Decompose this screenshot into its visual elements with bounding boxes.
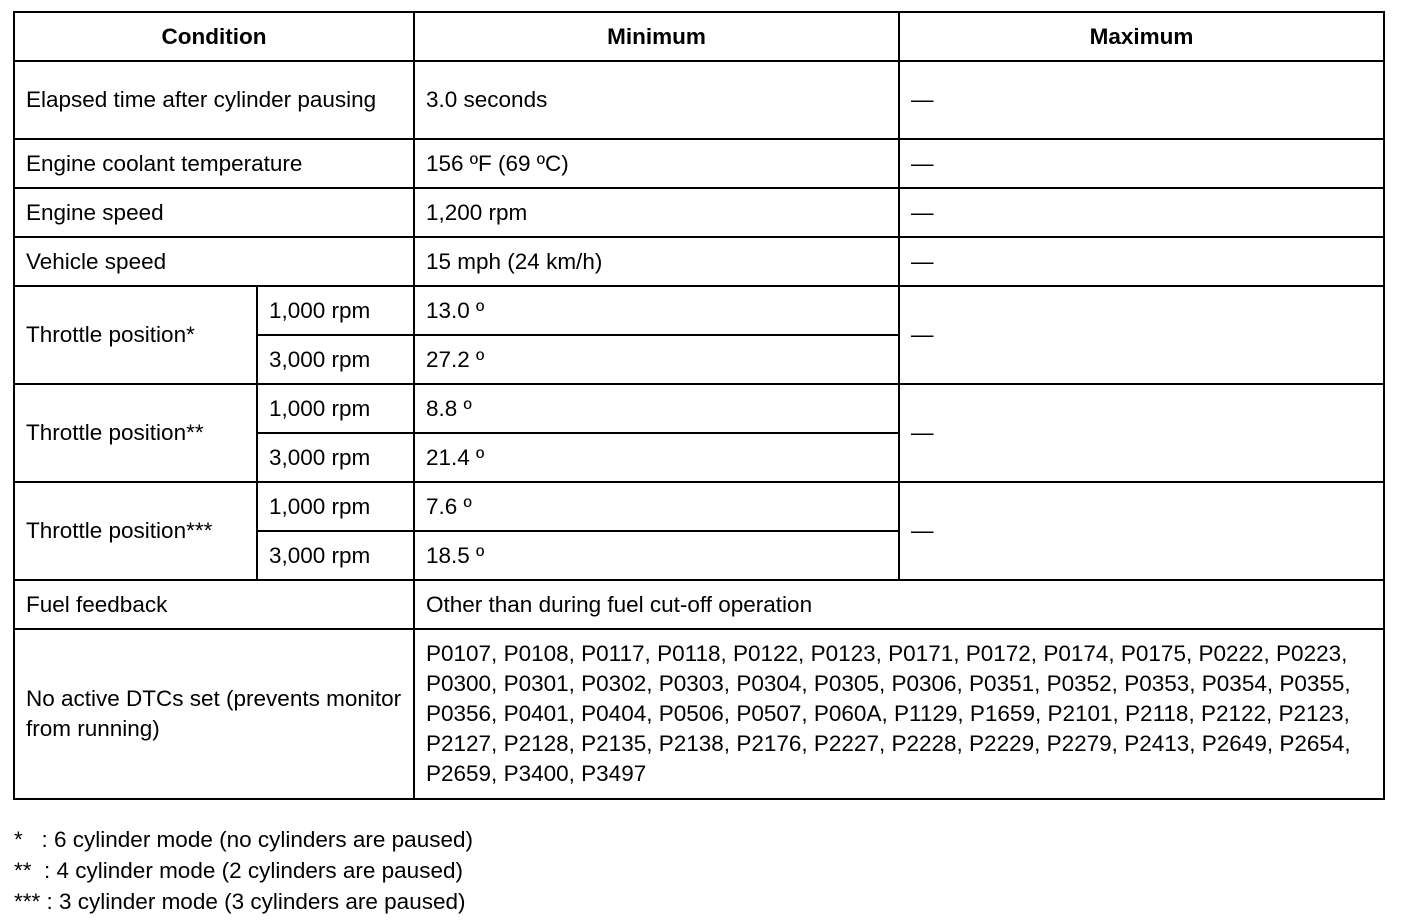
minimum-cell: 21.4 º — [414, 433, 899, 482]
dtc-code-list — [414, 629, 1384, 799]
table-row-engine-speed — [14, 188, 1384, 237]
header-maximum: Maximum — [899, 12, 1384, 61]
table-row-elapsed-time — [14, 61, 1384, 139]
rpm-cell: 1,000 rpm — [257, 482, 414, 531]
minimum-cell: 1,200 rpm — [414, 188, 899, 237]
dtc-code: P0401, — [503, 701, 575, 726]
value-cell: Other than during fuel cut-off operation — [414, 580, 1384, 629]
maximum-cell: — — [899, 61, 1384, 139]
enable-conditions-table — [13, 11, 1385, 800]
condition-cell: No active DTCs set (prevents monitor from running) — [14, 629, 414, 799]
dtc-code: P0304, — [736, 671, 808, 696]
dtc-code: P2176, — [736, 731, 808, 756]
table-row-vehicle-speed — [14, 237, 1384, 286]
dtc-code: P2229, — [969, 731, 1041, 756]
maximum-cell: — — [899, 482, 1384, 580]
dtc-code: P2123, — [1278, 701, 1350, 726]
dtc-code: P0223, — [1276, 641, 1348, 666]
dtc-code: P0300, — [426, 671, 498, 696]
dtc-code: P0172, — [965, 641, 1038, 666]
dtc-code: P2654, — [1279, 731, 1351, 756]
condition-cell: Engine coolant temperature — [14, 139, 414, 188]
dtc-code: P2228, — [891, 731, 963, 756]
dtc-code: P0306, — [891, 671, 963, 696]
minimum-cell: 13.0 º — [414, 286, 899, 335]
dtc-code: P0303, — [658, 671, 731, 696]
maximum-cell: — — [899, 237, 1384, 286]
dtc-code: P2659, — [426, 761, 498, 786]
dtc-code: P2279, — [1046, 731, 1118, 756]
table-row-fuel-feedback — [14, 580, 1384, 629]
rpm-cell: 3,000 rpm — [257, 335, 414, 384]
dtc-code: P2413, — [1124, 731, 1196, 756]
dtc-code: P0506, — [658, 701, 731, 726]
minimum-cell: 156 ºF (69 ºC) — [414, 139, 899, 188]
dtc-code: P0354, — [1201, 671, 1274, 696]
minimum-cell: 3.0 seconds — [414, 61, 899, 139]
footnote-4-cylinder: ** : 4 cylinder mode (2 cylinders are paused) — [14, 858, 463, 883]
header-condition: Condition — [14, 12, 414, 61]
dtc-code: P3400, — [503, 761, 575, 786]
rpm-cell: 1,000 rpm — [257, 384, 414, 433]
dtc-code: P0108, — [503, 641, 575, 666]
header-minimum: Minimum — [414, 12, 899, 61]
dtc-code: P0302, — [581, 671, 653, 696]
condition-cell: Throttle position* — [14, 286, 257, 384]
condition-cell: Throttle position** — [14, 384, 257, 482]
minimum-cell: 8.8 º — [414, 384, 899, 433]
header-row — [14, 12, 1384, 61]
dtc-code: P2135, — [581, 731, 653, 756]
dtc-code: P2227, — [813, 731, 886, 756]
dtc-code: P3497 — [581, 761, 647, 786]
dtc-code: P0117, — [581, 641, 651, 666]
dtc-code: P2138, — [658, 731, 731, 756]
dtc-code: P0301, — [503, 671, 575, 696]
condition-cell: Vehicle speed — [14, 237, 414, 286]
condition-cell: Fuel feedback — [14, 580, 414, 629]
dtc-code: P060A, — [813, 701, 888, 726]
dtc-code: P2122, — [1200, 701, 1273, 726]
table-row-throttle-6cyl-1000 — [14, 286, 1384, 335]
dtc-code: P0355, — [1279, 671, 1351, 696]
table-row-no-active-dtcs — [14, 629, 1384, 799]
rpm-cell: 3,000 rpm — [257, 531, 414, 580]
condition-cell: Elapsed time after cylinder pausing — [14, 61, 414, 139]
rpm-cell: 1,000 rpm — [257, 286, 414, 335]
dtc-code: P0122, — [733, 641, 805, 666]
maximum-cell: — — [899, 188, 1384, 237]
footnotes — [14, 824, 473, 917]
condition-cell: Engine speed — [14, 188, 414, 237]
dtc-code: P2128, — [503, 731, 575, 756]
dtc-code: P0352, — [1046, 671, 1118, 696]
dtc-code: P0107, — [426, 641, 498, 666]
table-row-coolant-temperature — [14, 139, 1384, 188]
footnote-6-cylinder: * : 6 cylinder mode (no cylinders are paused) — [14, 827, 473, 852]
dtc-code: P0351, — [969, 671, 1041, 696]
maximum-cell: — — [899, 286, 1384, 384]
minimum-cell: 27.2 º — [414, 335, 899, 384]
dtc-code: P2649, — [1201, 731, 1274, 756]
table-row-throttle-3cyl-1000 — [14, 482, 1384, 531]
minimum-cell: 15 mph (24 km/h) — [414, 237, 899, 286]
minimum-cell: 18.5 º — [414, 531, 899, 580]
condition-cell: Throttle position*** — [14, 482, 257, 580]
minimum-cell: 7.6 º — [414, 482, 899, 531]
maximum-cell: — — [899, 384, 1384, 482]
dtc-code: P0305, — [813, 671, 886, 696]
maximum-cell: — — [899, 139, 1384, 188]
dtc-code: P0123, — [810, 641, 882, 666]
dtc-code: P0175, — [1120, 641, 1193, 666]
dtc-code: P1659, — [969, 701, 1042, 726]
dtc-code: P0118, — [657, 641, 727, 666]
dtc-code: P2101, — [1047, 701, 1119, 726]
table-row-throttle-4cyl-1000 — [14, 384, 1384, 433]
dtc-code: P0171, — [888, 641, 960, 666]
dtc-code: P0507, — [736, 701, 808, 726]
dtc-code: P2127, — [426, 731, 498, 756]
dtc-code: P0174, — [1043, 641, 1115, 666]
footnote-3-cylinder: *** : 3 cylinder mode (3 cylinders are paused) — [14, 889, 466, 914]
dtc-code: P1129, — [893, 701, 964, 726]
dtc-code: P2118, — [1125, 701, 1195, 726]
dtc-code: P0222, — [1198, 641, 1270, 666]
dtc-code: P0353, — [1124, 671, 1196, 696]
rpm-cell: 3,000 rpm — [257, 433, 414, 482]
dtc-code: P0356, — [426, 701, 498, 726]
dtc-code: P0404, — [581, 701, 653, 726]
